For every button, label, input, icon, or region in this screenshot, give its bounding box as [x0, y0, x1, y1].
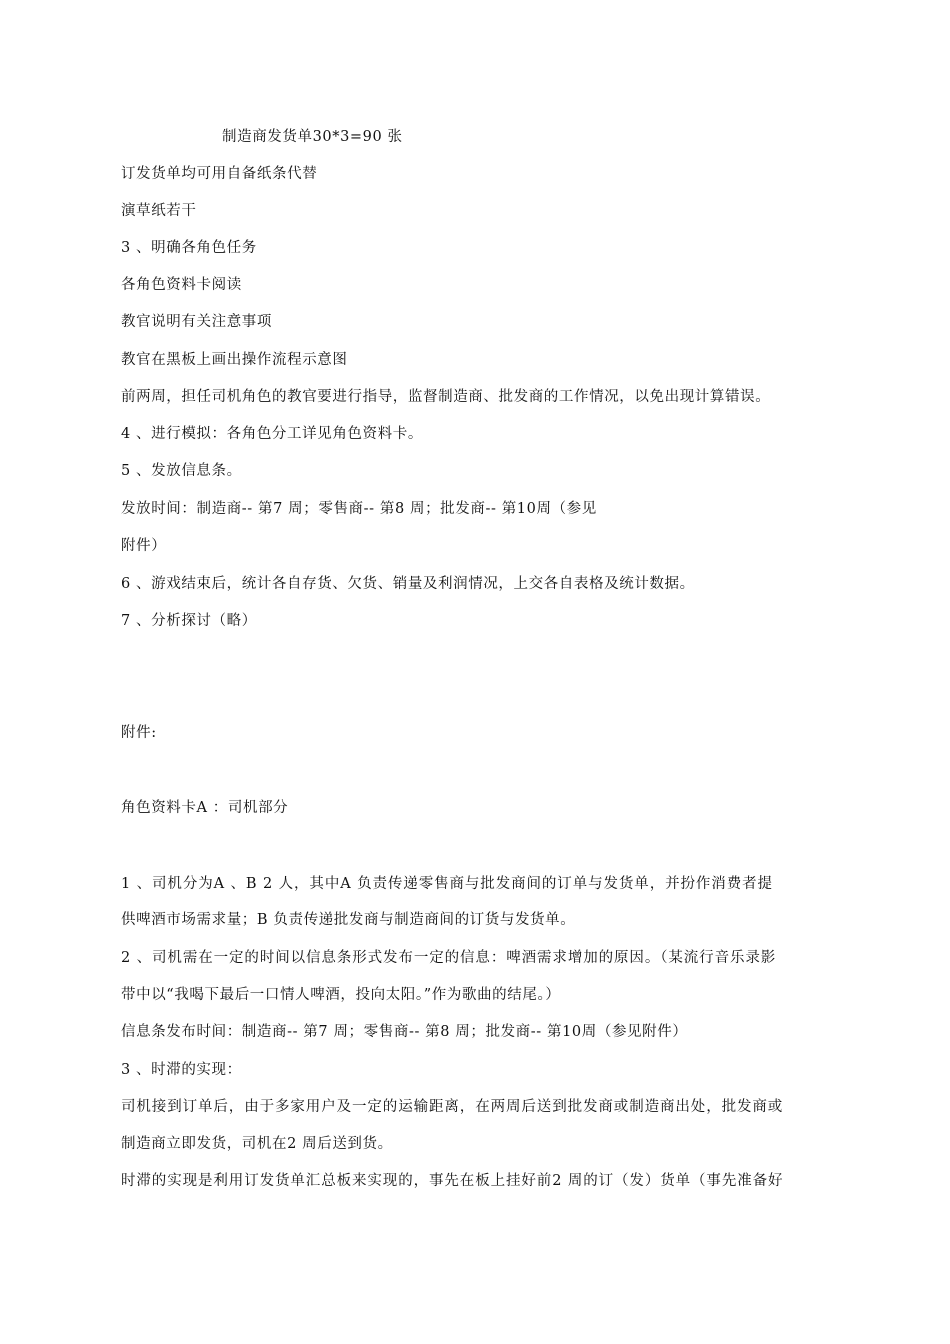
text-line: 制造商发货单30*3=90 张	[222, 129, 403, 145]
text-line: 附件）	[121, 538, 167, 554]
text-line: 前两周，担任司机角色的教官要进行指导，监督制造商、批发商的工作情况，以免出现计算错误。	[121, 389, 771, 405]
text-line: 教官说明有关注意事项	[121, 314, 272, 330]
section-heading: 6 、游戏结束后，统计各自存货、欠货、销量及利润情况，上交各自表格及统计数据。	[121, 576, 695, 592]
text-line: 信息条发布时间：制造商-- 第7 周；零售商-- 第8 周；批发商-- 第10周（参见附件）	[121, 1024, 688, 1040]
text-line: 时滞的实现是利用订发货单汇总板来实现的，事先在板上挂好前2 周的订（发）货单（事先准备好	[121, 1173, 784, 1189]
text-line: 演草纸若干	[121, 203, 197, 219]
role-card-title: 角色资料卡A ：司机部分	[121, 800, 289, 816]
section-heading: 3 、明确各角色任务	[121, 240, 257, 256]
text-line: 供啤酒市场需求量；B 负责传递批发商与制造商间的订货与发货单。	[121, 912, 576, 928]
text-line: 1 、司机分为A 、B 2 人，其中A 负责传递零售商与批发商间的订单与发货单，并扮作消费者提	[121, 876, 773, 892]
text-line: 各角色资料卡阅读	[121, 277, 242, 293]
text-line: 教官在黑板上画出操作流程示意图	[121, 352, 348, 368]
section-heading: 3 、时滞的实现：	[121, 1062, 242, 1078]
appendix-heading: 附件:	[121, 725, 157, 741]
text-line: 订发货单均可用自备纸条代替	[121, 166, 318, 182]
section-heading: 4 、进行模拟：各角色分工详见角色资料卡。	[121, 426, 423, 442]
text-line: 2 、司机需在一定的时间以信息条形式发布一定的信息：啤酒需求增加的原因。（某流行音乐录影	[121, 950, 777, 966]
section-heading: 7 、分析探讨（略）	[121, 613, 257, 629]
text-line: 发放时间：制造商-- 第7 周；零售商-- 第8 周；批发商-- 第10周（参见	[121, 501, 597, 517]
text-line: 带中以“我喝下最后一口情人啤酒，投向太阳。”作为歌曲的结尾。）	[121, 987, 561, 1003]
text-line: 制造商立即发货，司机在2 周后送到货。	[121, 1136, 393, 1152]
text-line: 司机接到订单后，由于多家用户及一定的运输距离，在两周后送到批发商或制造商出处，批发商或	[121, 1099, 784, 1115]
section-heading: 5 、发放信息条。	[121, 463, 242, 479]
